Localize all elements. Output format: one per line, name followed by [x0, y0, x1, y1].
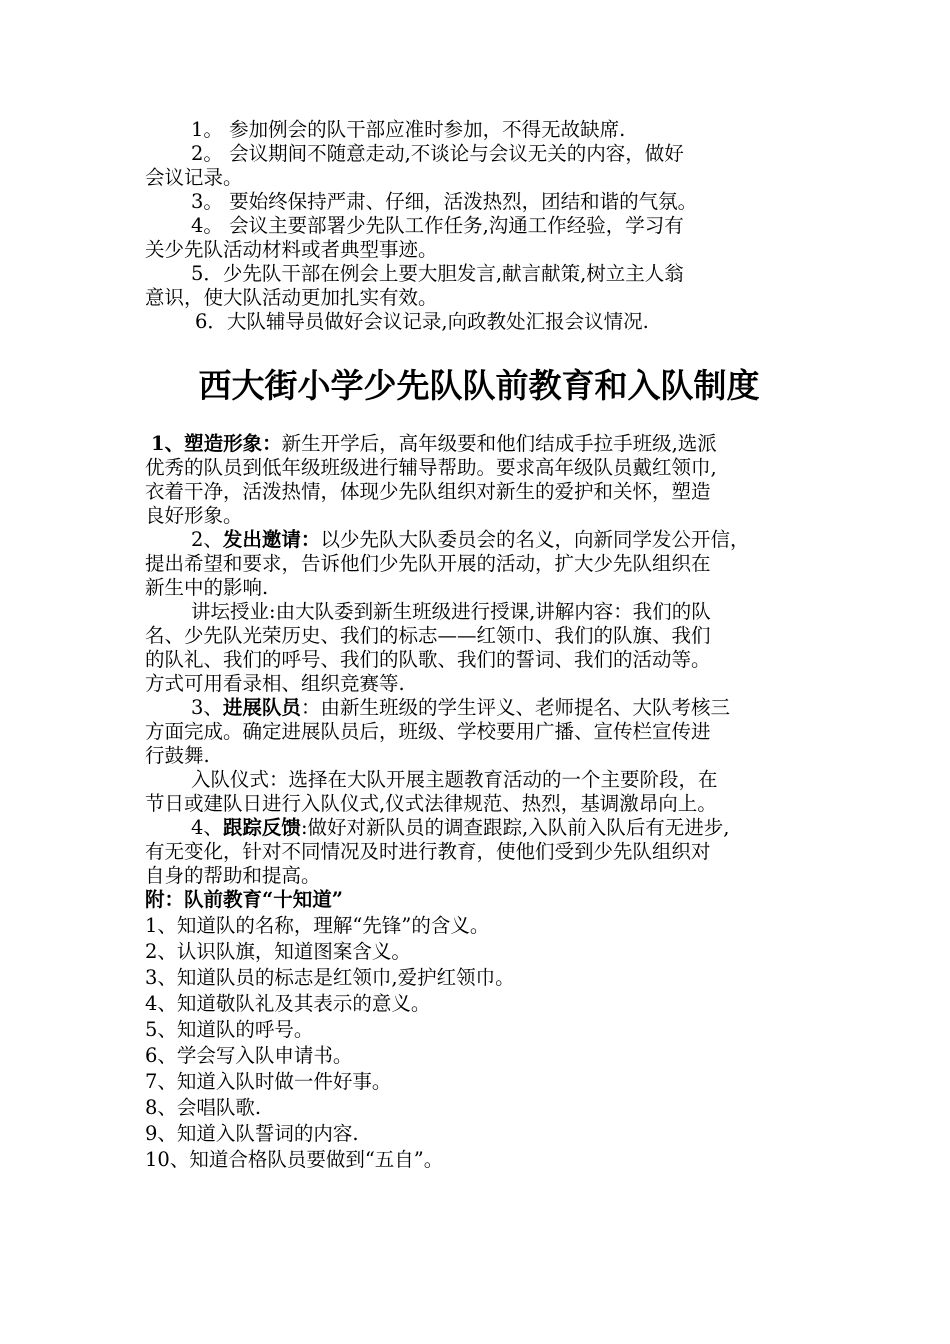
section-lecture-line-1: 讲坛授业:由大队委到新生班级进行授课,讲解内容：我们的队	[191, 600, 711, 623]
section-2-label: 发出邀请：	[222, 528, 321, 551]
section-4-text: :做好对新队员的调查跟踪,入队前入队后有无进步,	[300, 816, 730, 839]
document-page	[145, 118, 813, 1172]
policy-body	[145, 432, 813, 888]
rule-1: 1。 参加例会的队干部应准时参加，不得无故缺席.	[191, 118, 626, 141]
section-ceremony-line-1: 入队仪式：选择在大队开展主题教育活动的一个主要阶段，在	[191, 768, 718, 791]
meeting-rules	[145, 118, 813, 334]
section-1-line-4: 良好形象。	[145, 504, 243, 527]
section-3-line-2: 方面完成。确定进展队员后，班级、学校要用广播、宣传栏宣传进	[145, 720, 711, 743]
list-item: 8、会唱队歌.	[145, 1096, 262, 1119]
section-1-text: 新生开学后，高年级要和他们结成手拉手班级,选派	[281, 432, 717, 455]
section-3-text: ：由新生班级的学生评义、老师提名、大队考核三	[300, 696, 730, 719]
section-1-label: 1、塑造形象：	[151, 432, 282, 455]
page-title: 西大街小学少先队队前教育和入队制度	[198, 366, 760, 405]
section-4-line-2: 有无变化，针对不同情况及时进行教育，使他们受到少先队组织对	[145, 840, 711, 863]
section-1-line-2: 优秀的队员到低年级班级进行辅导帮助。要求高年级队员戴红领巾,	[145, 456, 717, 479]
section-ceremony-line-2: 节日或建队日进行入队仪式,仪式法律规范、热烈，基调激昂向上。	[145, 792, 717, 815]
appendix-heading: 附：队前教育“十知道”	[145, 888, 343, 911]
rule-4-line-2: 关少先队活动材料或者典型事迹。	[145, 238, 438, 261]
rule-6: 6．大队辅导员做好会议记录,向政教处汇报会议情况.	[195, 310, 649, 333]
section-3-number: 3、	[191, 696, 223, 719]
section-3-line-1	[145, 696, 813, 720]
list-item: 9、知道入队誓词的内容.	[145, 1122, 359, 1145]
list-item: 2、认识队旗，知道图案含义。	[145, 940, 411, 963]
rule-2-line-1: 2。 会议期间不随意走动,不谈论与会议无关的内容，做好	[191, 142, 684, 165]
list-item: 5、知道队的呼号。	[145, 1018, 314, 1041]
section-4-number: 4、	[191, 816, 223, 839]
section-2-line-3: 新生中的影响.	[145, 576, 269, 599]
section-3-line-3: 行鼓舞.	[145, 744, 210, 767]
section-4-line-1	[145, 816, 813, 840]
list-item: 7、知道入队时做一件好事。	[145, 1070, 392, 1093]
section-3-label: 进展队员	[222, 696, 301, 719]
section-1-line-1	[145, 432, 813, 456]
section-2-number: 2、	[191, 528, 223, 551]
section-1-line-3: 衣着干净，活泼热情，体现少先队组织对新生的爱护和关怀，塑造	[145, 480, 711, 503]
section-lecture-line-2: 名、少先队光荣历史、我们的标志——红领巾、我们的队旗、我们	[145, 624, 711, 647]
section-2-text: 以少先队大队委员会的名义，向新同学发公开信，	[320, 528, 750, 551]
rule-2-line-2: 会议记录。	[145, 166, 243, 189]
section-lecture-line-4: 方式可用看录相、组织竞赛等.	[145, 672, 405, 695]
section-4-label: 跟踪反馈	[222, 816, 301, 839]
rule-3: 3。 要始终保持严肃、仔细，活泼热烈，团结和谐的气氛。	[191, 190, 698, 213]
list-item: 6、学会写入队申请书。	[145, 1044, 353, 1067]
list-item: 1、知道队的名称，理解“先锋”的含义。	[145, 914, 490, 937]
list-item: 4、知道敬队礼及其表示的意义。	[145, 992, 431, 1015]
section-2-line-1	[145, 528, 813, 552]
rule-4-line-1: 4。 会议主要部署少先队工作任务,沟通工作经验，学习有	[191, 214, 684, 237]
section-4-line-3: 自身的帮助和提高。	[145, 864, 321, 887]
rule-5-line-2: 意识，使大队活动更加扎实有效。	[145, 286, 438, 309]
list-item: 10、知道合格队员要做到“五自”。	[145, 1148, 444, 1171]
rule-5-line-1: 5．少先队干部在例会上要大胆发言,献言献策,树立主人翁	[191, 262, 684, 285]
section-2-line-2: 提出希望和要求，告诉他们少先队开展的活动，扩大少先队组织在	[145, 552, 711, 575]
appendix	[145, 888, 813, 1172]
section-lecture-line-3: 的队礼、我们的呼号、我们的队歌、我们的誓词、我们的活动等。	[145, 648, 711, 671]
list-item: 3、知道队员的标志是红领巾,爱护红领巾。	[145, 966, 515, 989]
